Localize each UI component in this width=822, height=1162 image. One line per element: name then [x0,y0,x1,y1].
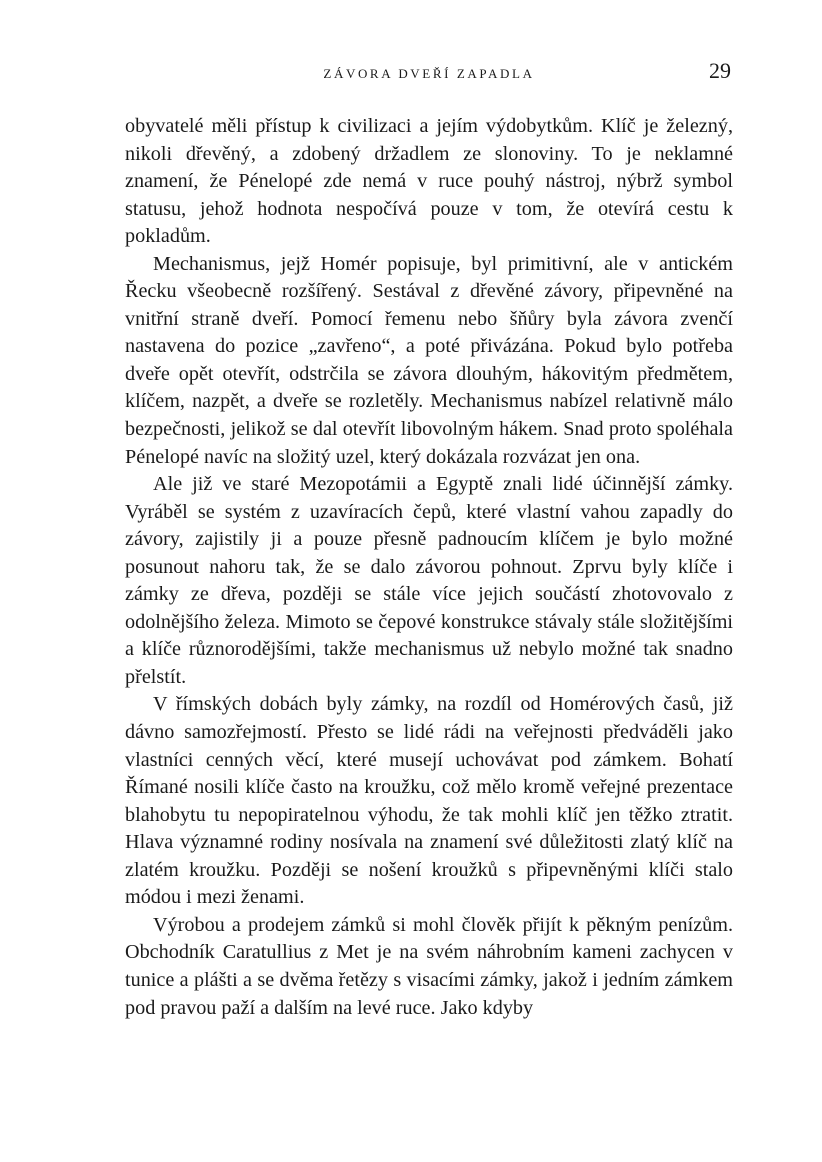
paragraph: V římských dobách byly zámky, na rozdíl od Homérových časů, již dávno samozřejmostí. Přesto se lidé rádi na veřejnosti předváděli jako vlastníci cenných věcí, které musejí uchovávat pod zámkem. Bohatí Římané nosili klíče často na kroužku, což mělo kromě veřejné prezentace blahobytu tu nepopiratelnou výhodu, že tak mohli klíč jen těžko ztratit. Hlava významné rodiny nosívala na znamení své důležitosti zlatý klíč na zlatém kroužku. Později se nošení kroužků s připevněnými klíči stalo módou i mezi ženami. [125,693,733,909]
running-head [125,58,733,86]
running-title: ZÁVORA DVEŘÍ ZAPADLA [323,66,535,81]
body-text [125,113,733,1022]
paragraph: obyvatelé měli přístup k civilizaci a jejím výdobytkům. Klíč je železný, nikoli dřevěný, a zdobený držadlem ze slonoviny. To je neklamné znamení, že Pénelopé zde nemá v ruce pouhý nástroj, nýbrž symbol statusu, jehož hodnota nespočívá pouze v tom, že otevírá cestu k pokladům. [125,115,733,248]
paragraph: Ale již ve staré Mezopotámii a Egyptě znali lidé účinnější zámky. Vyráběl se systém z uzavíracích čepů, které vlastní vahou zapadly do závory, zajistily ji a pouze přesně padnoucím klíčem je bylo možné posunout nahoru tak, že se dalo závorou pohnout. Zprvu byly klíče i zámky ze dřeva, později se stále více jejich součástí zhotovovalo z odolnějšího železa. Mimoto se čepové konstrukce stávaly stále složitějšími a klíče různorodějšími, takže mechanismus už nebylo možné tak snadno přelstít. [125,473,733,688]
paragraph: Mechanismus, jejž Homér popisuje, byl primitivní, ale v antickém Řecku všeobecně rozšířený. Sestával z dřevěné závory, připevněné na vnitřní straně dveří. Pomocí řemenu nebo šňůry byla závora zvenčí nastavena do pozice „zavřeno“, a poté přivázána. Pokud bylo potřeba dveře opět otevřít, odstrčila se závora dlouhým, hákovitým předmětem, klíčem, nazpět, a dveře se rozletěly. Mechanismus nabízel relativně málo bezpečnosti, jelikož se dal otevřít libovolným hákem. Snad proto spoléhala Pénelopé navíc na složitý uzel, který dokázala rozvázat jen ona. [125,252,733,468]
paragraph: Výrobou a prodejem zámků si mohl člověk přijít k pěkným penízům. Obchodník Caratullius z Met je na svém náhrobním kameni zachycen v tunice a plášti a se dvěma řetězy s visacími zámky, jakož i jedním zámkem pod pravou paží a dalším na levé ruce. Jako kdyby [125,913,733,1019]
page-number: 29 [709,58,731,83]
